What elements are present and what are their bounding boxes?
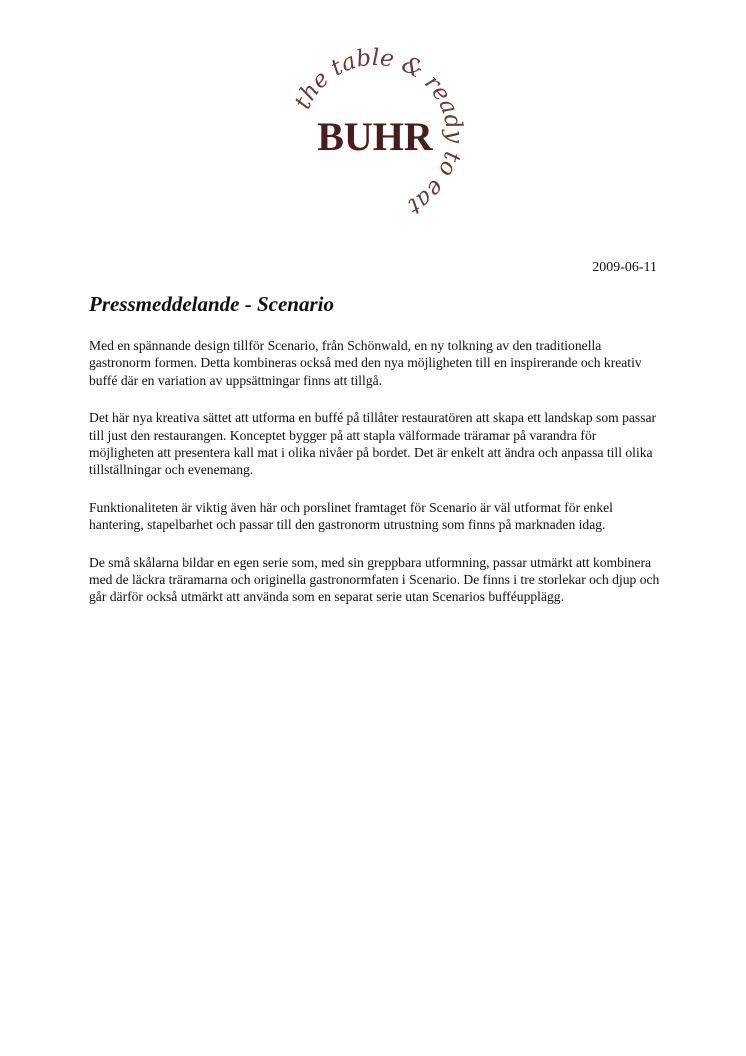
document-body <box>89 337 664 626</box>
buhr-logo-graphic <box>280 42 470 232</box>
body-paragraph: Det här nya kreativa sättet att utforma en buffé på tillåter restauratören att skapa ett landskap som passar till just den restaurangen. Konceptet bygger på att stapla välformade träramar på varandra för möjligheten att presentera kall mat i olika nivåer på bordet. Det är enkelt att ändra och anpassa till olika tillställningar och evenemang. <box>89 410 657 478</box>
logo-brand-text: BUHR <box>317 114 433 159</box>
body-paragraph: Funktionaliteten är viktig även här och porslinet framtaget för Scenario är väl utformat för enkel hantering, stapelbarhet och passar till den gastronorm utrustning som finns på marknaden idag. <box>89 499 613 533</box>
body-paragraph: Med en spännande design tillför Scenario, från Schönwald, en ny tolkning av den traditionella gastronorm formen. Detta kombineras också med den nya möjligheten till en inspirerande och kreativ buffé där en variation av uppsättningar finns att tillgå. <box>89 338 642 388</box>
logo-script-text: the table & ready to eat <box>289 44 468 220</box>
document-title: Pressmeddelande - Scenario <box>89 292 334 316</box>
document-date: 2009-06-11 <box>592 260 657 275</box>
body-paragraph: De små skålarna bildar en egen serie som, med sin greppbara utformning, passar utmärkt att kombinera med de läckra träramarna och originella gastronormfaten i Scenario. De finns i tre storlekar och djup och går därför också utmärkt att använda som en separat serie utan Scenarios bufféupplägg. <box>89 554 660 605</box>
buhr-logo <box>280 42 470 232</box>
